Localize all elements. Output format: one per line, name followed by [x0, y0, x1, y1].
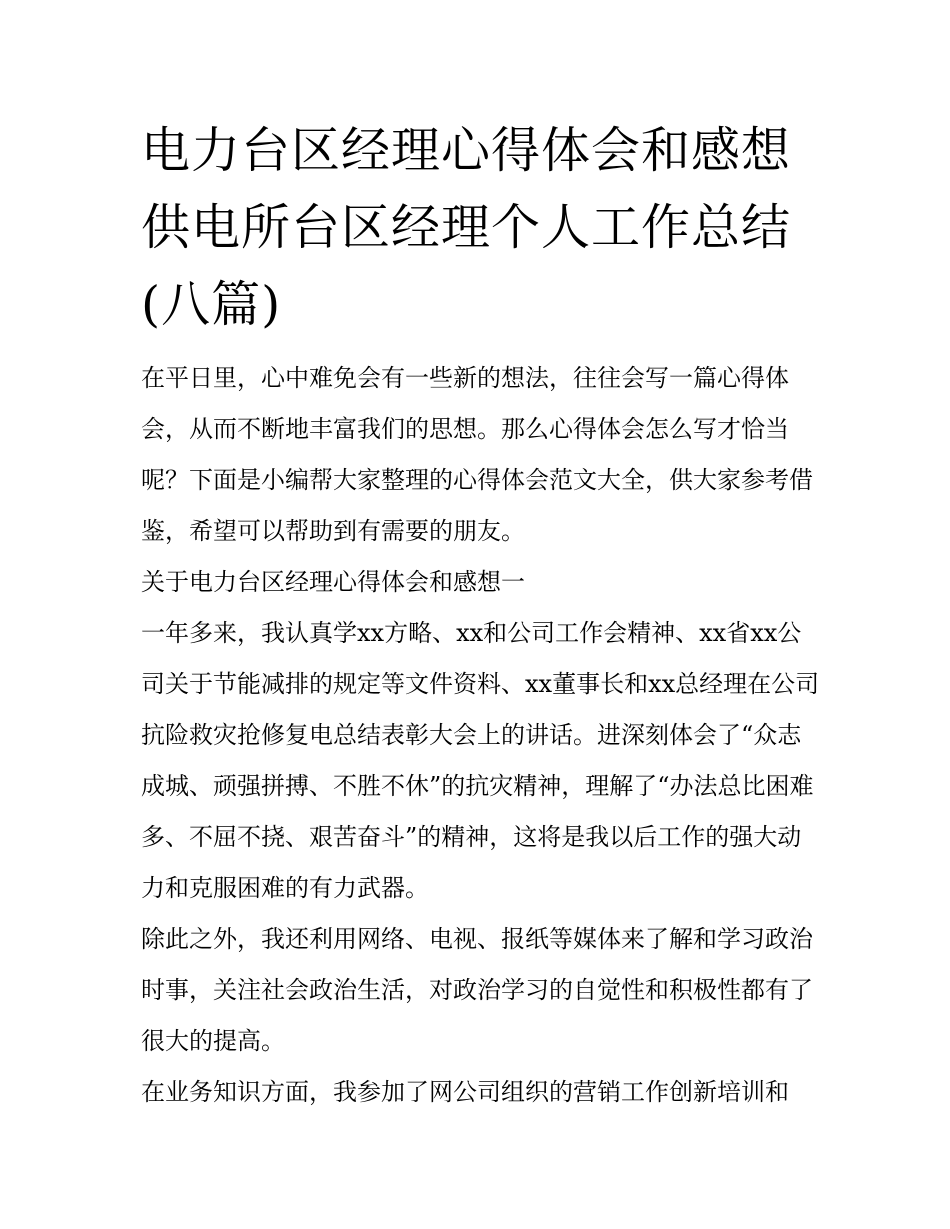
title-line-2: 供电所台区经理个人工作总结: [141, 199, 792, 256]
section-heading: 关于电力台区经理心得体会和感想一: [141, 568, 525, 596]
title-line-1: 电力台区经理心得体会和感想: [141, 122, 792, 179]
document-title: [141, 112, 821, 343]
title-line-3: (八篇): [141, 276, 282, 333]
intro-paragraph: 在平日里，心中难免会有一些新的想法，往往会写一篇心得体会，从而不断地丰富我们的思想。那么心得体会怎么写才恰当呢？下面是小编帮大家整理的心得体会范文大全，供大家参考借鉴，希望可以帮助到有需要的朋友。: [141, 364, 813, 545]
body-paragraph: 一年多来，我认真学xx方略、xx和公司工作会精神、xx省xx公司关于节能减排的规定等文件资料、xx董事长和xx总经理在公司抗险救灾抢修复电总结表彰大会上的讲话。进深刻体会了“众志成城、顽强拼搏、不胜不休”的抗灾精神，理解了“办法总比困难多、不屈不挠、艰苦奋斗”的精神，这将是我以后工作的强大动力和克服困难的有力武器。: [141, 619, 820, 902]
body-paragraph: 在业务知识方面，我参加了网公司组织的营销工作创新培训和: [141, 1078, 789, 1106]
document-body: [141, 353, 821, 1118]
body-paragraph: 除此之外，我还利用网络、电视、报纸等媒体来了解和学习政治时事，关注社会政治生活，对政治学习的自觉性和积极性都有了很大的提高。: [141, 925, 813, 1055]
